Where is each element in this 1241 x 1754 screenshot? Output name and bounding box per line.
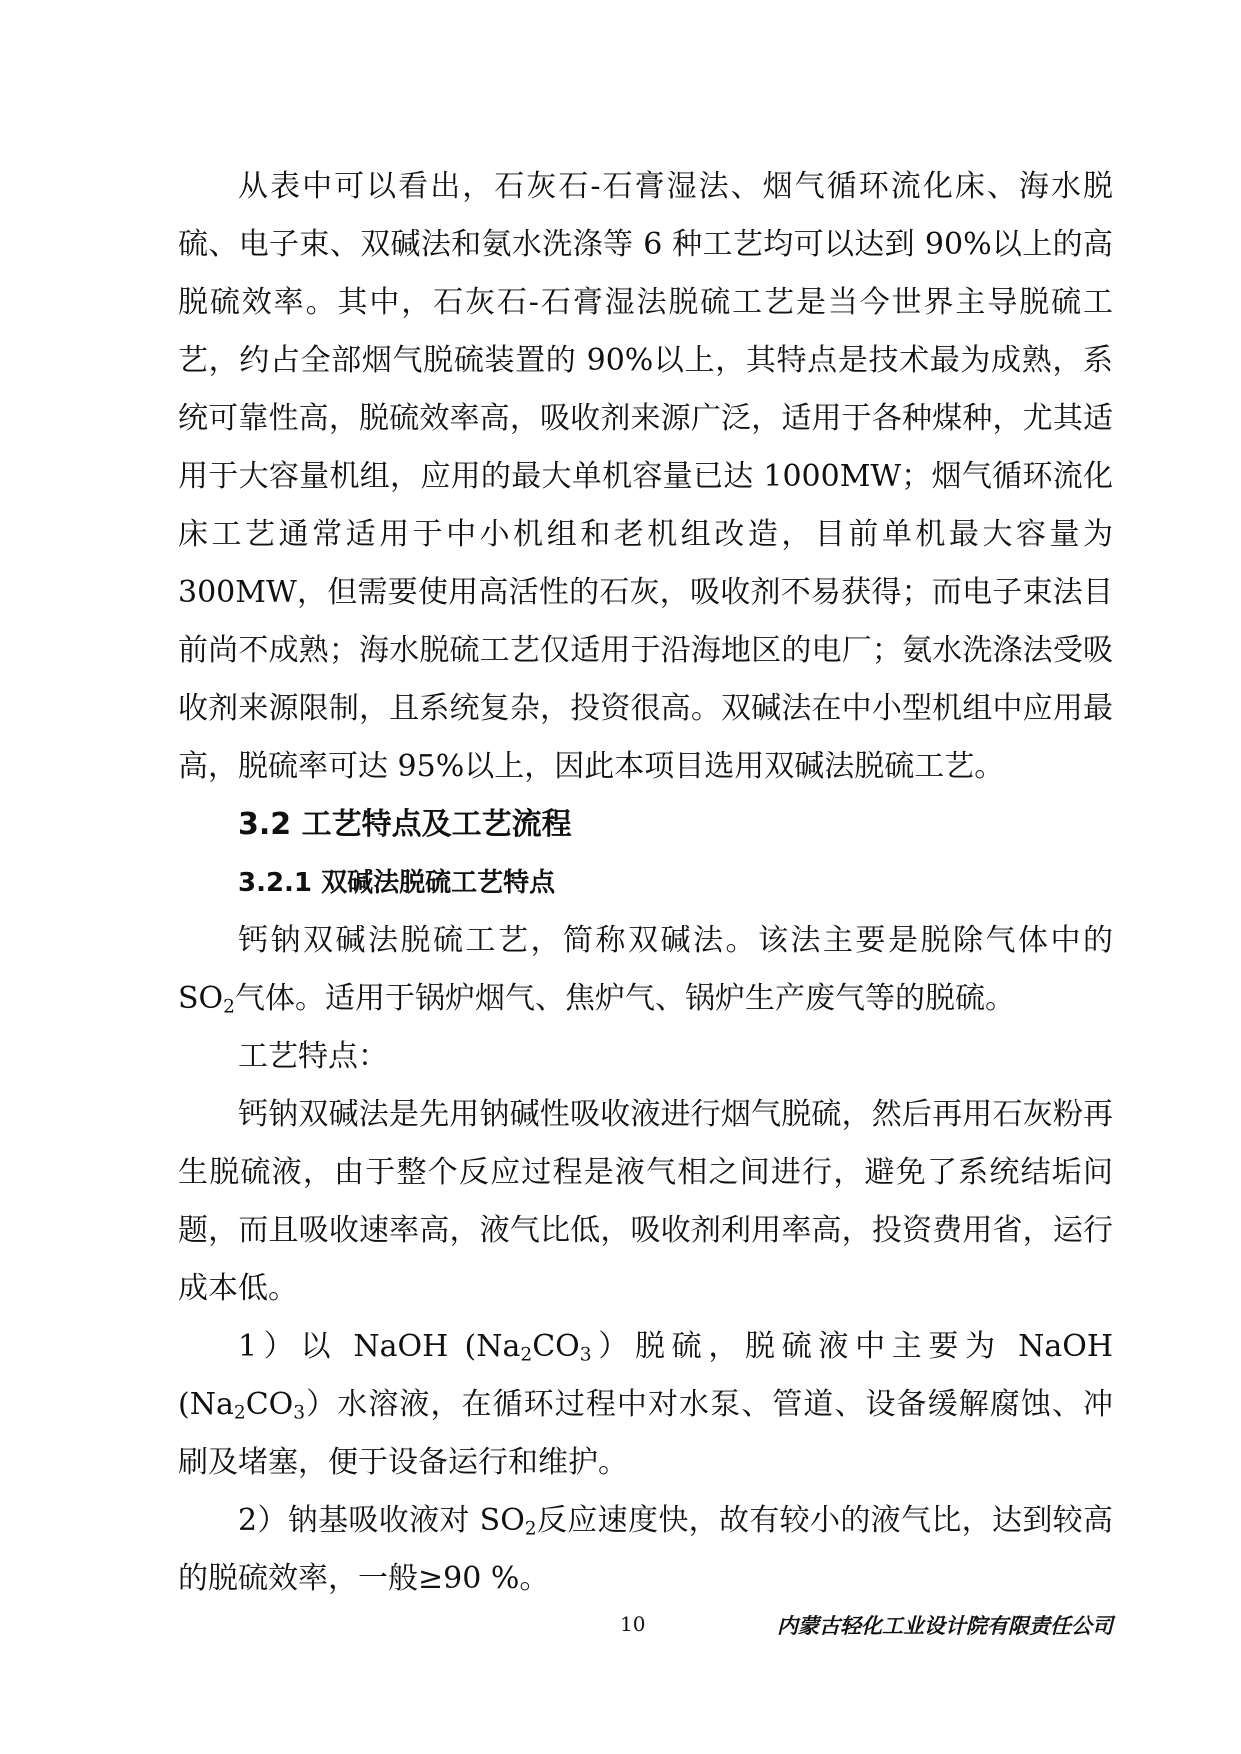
body-text xyxy=(178,158,1113,1608)
section-heading: 3.2 工艺特点及工艺流程 xyxy=(238,807,572,842)
subscript: 2 xyxy=(520,1344,533,1366)
text-run: 反应速度快，故有较小的液气比，达到较高的脱硫效率，一般≥90 %。 xyxy=(178,1503,1114,1596)
text-run: 钙钠双碱法脱硫工艺，简称双碱法。该法主要是脱除气体中的 SO xyxy=(178,923,1113,1016)
subsection-heading: 3.2.1 双碱法脱硫工艺特点 xyxy=(238,868,556,898)
footer-organization: 内蒙古轻化工业设计院有限责任公司 xyxy=(777,1614,1113,1638)
subscript: 3 xyxy=(293,1402,306,1424)
paragraph-feature-1 xyxy=(178,1318,1113,1492)
text-run: 气体。适用于锅炉烟气、焦炉气、锅炉生产废气等的脱硫。 xyxy=(235,981,1015,1016)
subscript: 2 xyxy=(223,996,235,1018)
paragraph-features-label: 工艺特点： xyxy=(238,1039,388,1074)
paragraph-feature-2 xyxy=(178,1492,1113,1608)
paragraph-process-description: 钙钠双碱法是先用钠碱性吸收液进行烟气脱硫，然后再用石灰粉再生脱硫液，由于整个反应过程是液气相之间进行，避免了系统结垢问题，而且吸收速率高，液气比低，吸收剂利用率高，投资费用省，运行成本低。 xyxy=(178,1097,1113,1306)
page-number: 10 xyxy=(620,1612,646,1636)
text-run: CO xyxy=(245,1387,294,1422)
subscript: 2 xyxy=(524,1518,537,1540)
paragraph-dual-alkali-intro xyxy=(178,912,1113,1028)
text-run: ）脱硫，脱硫液中主要为 NaOH (Na xyxy=(178,1329,1113,1422)
text-run: ）水溶液，在循环过程中对水泵、管道、设备缓解腐蚀、冲刷及堵塞，便于设备运行和维护。 xyxy=(178,1387,1113,1480)
subscript: 3 xyxy=(579,1344,592,1366)
paragraph-process-comparison: 从表中可以看出，石灰石-石膏湿法、烟气循环流化床、海水脱硫、电子束、双碱法和氨水洗涤等 6 种工艺均可以达到 90%以上的高脱硫效率。其中，石灰石-石膏湿法脱硫工艺是当今世界主导脱硫工艺，约占全部烟气脱硫装置的 90%以上，其特点是技术最为成熟，系统可靠性高，脱硫效率高，吸收剂来源广泛，适用于各种煤种，尤其适用于大容量机组，应用的最大单机容量已达 1000MW；烟气循环流化床工艺通常适用于中小机组和老机组改造，目前单机最大容量为 300MW，但需要使用高活性的石灰，吸收剂不易获得；而电子束法目前尚不成熟；海水脱硫工艺仅适用于沿海地区的电厂；氨水洗涤法受吸收剂来源限制，且系统复杂，投资很高。双碱法在中小型机组中应用最高，脱硫率可达 95%以上，因此本项目选用双碱法脱硫工艺。 xyxy=(178,169,1113,784)
subscript: 2 xyxy=(233,1402,246,1424)
text-run: CO xyxy=(532,1329,580,1364)
text-run: 1）以 NaOH (Na xyxy=(238,1329,521,1364)
text-run: 2）钠基吸收液对 SO xyxy=(238,1503,525,1538)
